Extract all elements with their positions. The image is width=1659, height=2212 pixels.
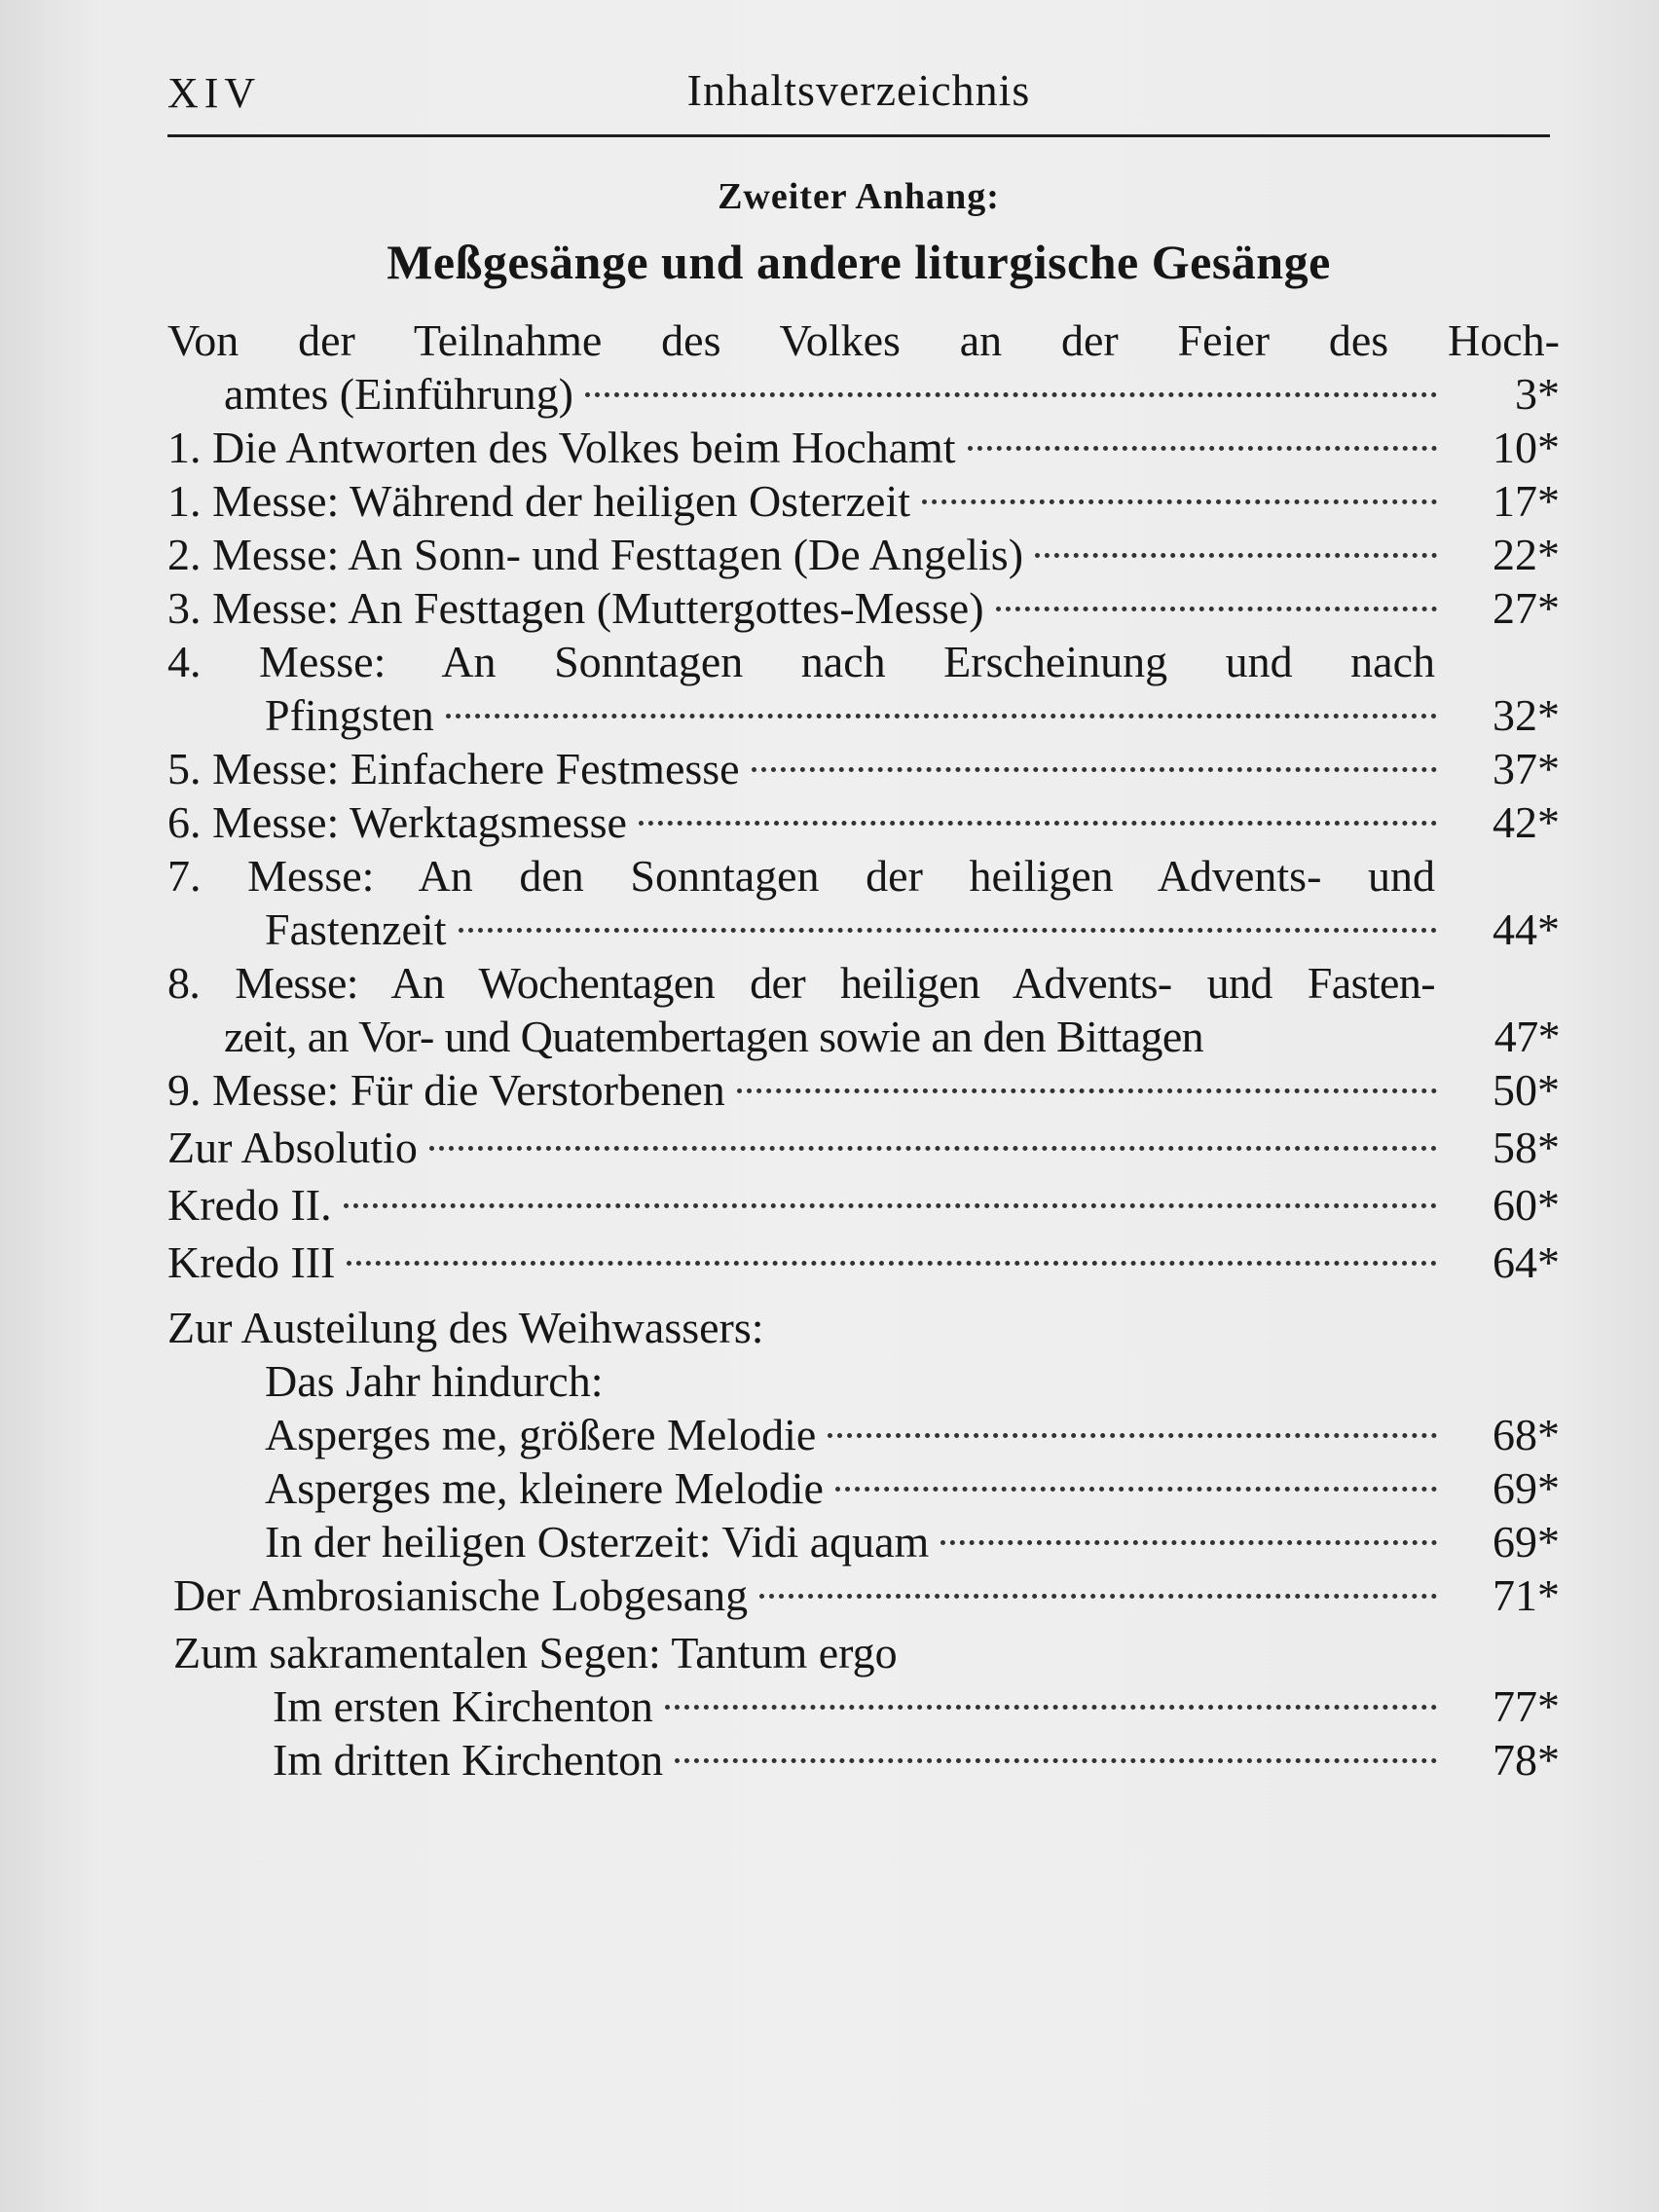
leader-dots [922,499,1437,504]
toc-entry-page: 71* [1493,1570,1560,1620]
toc-entry-line: Von der Teilnahme des Volkes an der Feier des Hoch- [167,315,1560,365]
leader-dots [940,1540,1437,1545]
leader-dots [446,714,1437,719]
leader-dots [347,1261,1437,1266]
leader-dots [759,1594,1437,1599]
leader-dots [344,1203,1437,1208]
toc-entry [167,1063,1560,1117]
toc-entry-title: 1. Die Antworten des Volkes beim Hochamt [167,423,956,472]
toc-entry-title: Der Ambrosianische Lobgesang [173,1570,749,1620]
toc-entry [167,1568,1560,1622]
toc-entry-title: Asperges me, größere Melodie [265,1410,817,1459]
toc-entry [167,528,1560,581]
toc-entry-line: 7. Messe: An den Sonntagen der heiligen Advents- und [167,851,1435,901]
weihwasser-heading: Zur Austeilung des Weihwassers: [167,1303,764,1352]
page-header [167,60,1550,137]
section-label: Zweiter Anhang: [718,176,1000,217]
leader-dots [1035,553,1437,558]
toc-entry [167,1679,1560,1733]
page-number: XIV [167,69,262,117]
toc-entry-title: In der heiligen Osterzeit: Vidi aquam [265,1517,930,1567]
leader-dots [585,392,1437,397]
toc-entry-page: 78* [1493,1735,1560,1785]
toc-entry-page: 64* [1493,1237,1560,1287]
toc-entry-title: 5. Messe: Einfachere Festmesse [167,744,740,793]
toc-entry [167,1121,1560,1174]
leader-dots [459,928,1438,933]
leader-dots [828,1433,1437,1438]
toc-entry-line: 4. Messe: An Sonntagen nach Erscheinung und nach [167,637,1435,686]
toc-entry [167,903,1560,956]
toc-entry [167,1178,1560,1232]
toc-entry [167,1235,1560,1289]
leader-dots [752,767,1437,772]
leader-dots [835,1487,1437,1492]
section-title: Meßgesänge und andere liturgische Gesänge [387,235,1331,289]
toc-entry-page: 69* [1493,1463,1560,1513]
toc-entry-page: 42* [1493,797,1560,847]
toc-entry [167,474,1560,528]
leader-dots [639,821,1437,826]
toc-entry [167,1461,1560,1515]
toc-entry-title: 2. Messe: An Sonn- und Festtagen (De Angelis) [167,530,1024,579]
toc-entry [167,795,1560,849]
toc-entry-page: 58* [1493,1123,1560,1172]
toc-entry-title: Im ersten Kirchenton [273,1681,653,1731]
toc-entry-title: 6. Messe: Werktagsmesse [167,797,627,847]
toc-entry-title: Im dritten Kirchenton [273,1735,664,1785]
leader-dots [737,1088,1437,1093]
toc-entry-title: zeit, an Vor- und Quatembertagen sowie an den Bittagen [224,1012,1204,1061]
toc-entry-page: 37* [1493,744,1560,793]
toc-entry [167,581,1560,635]
toc-entry-page: 27* [1493,583,1560,633]
toc-entry-title: Pfingsten [265,690,434,740]
segen-heading: Zum sakramentalen Segen: Tantum ergo [173,1628,898,1677]
weihwasser-subheading: Das Jahr hindurch: [265,1356,604,1406]
toc-entry-title: 3. Messe: An Festtagen (Muttergottes-Messe) [167,583,984,633]
leader-dots [665,1705,1437,1710]
toc-entry-line: 8. Messe: An Wochentagen der heiligen Advents- und Fasten- [167,958,1435,1008]
toc-entry-title: Kredo II. [167,1180,332,1230]
toc-entry-title: Fastenzeit [265,904,447,954]
toc-entry [167,367,1560,421]
toc-entry-page: 50* [1493,1065,1560,1115]
toc-entry-page: 60* [1493,1180,1560,1230]
toc-entry-page: 47* [1493,1012,1560,1061]
toc-entry-page: 69* [1493,1517,1560,1567]
toc-entry-page: 10* [1493,423,1560,472]
toc-entry [167,1408,1560,1461]
toc-entry-page: 22* [1493,530,1560,579]
toc-entry-page: 3* [1515,369,1560,419]
table-of-contents [167,313,1560,1787]
toc-entry-title: 9. Messe: Für die Verstorbenen [167,1065,725,1115]
toc-entry-page: 68* [1493,1410,1560,1459]
toc-entry [167,1010,1560,1063]
toc-entry-title: Asperges me, kleinere Melodie [265,1463,824,1513]
toc-entry-title: Zur Absolutio [167,1123,418,1172]
running-title: Inhaltsverzeichnis [686,65,1031,115]
leader-dots [996,607,1437,611]
toc-entry-title: Kredo III [167,1237,336,1287]
toc-entry [167,688,1560,742]
leader-dots [429,1146,1437,1151]
leader-dots [968,446,1437,451]
toc-entry-title: 1. Messe: Während der heiligen Osterzeit [167,476,910,526]
toc-entry-page: 17* [1493,476,1560,526]
toc-entry [167,742,1560,795]
toc-entry [167,421,1560,474]
toc-entry-title: amtes (Einführung) [224,369,573,419]
toc-entry [167,1515,1560,1568]
toc-entry-page: 77* [1493,1681,1560,1731]
toc-entry-page: 32* [1493,690,1560,740]
toc-entry [167,1733,1560,1787]
leader-dots [675,1758,1437,1763]
toc-entry-page: 44* [1493,904,1560,954]
